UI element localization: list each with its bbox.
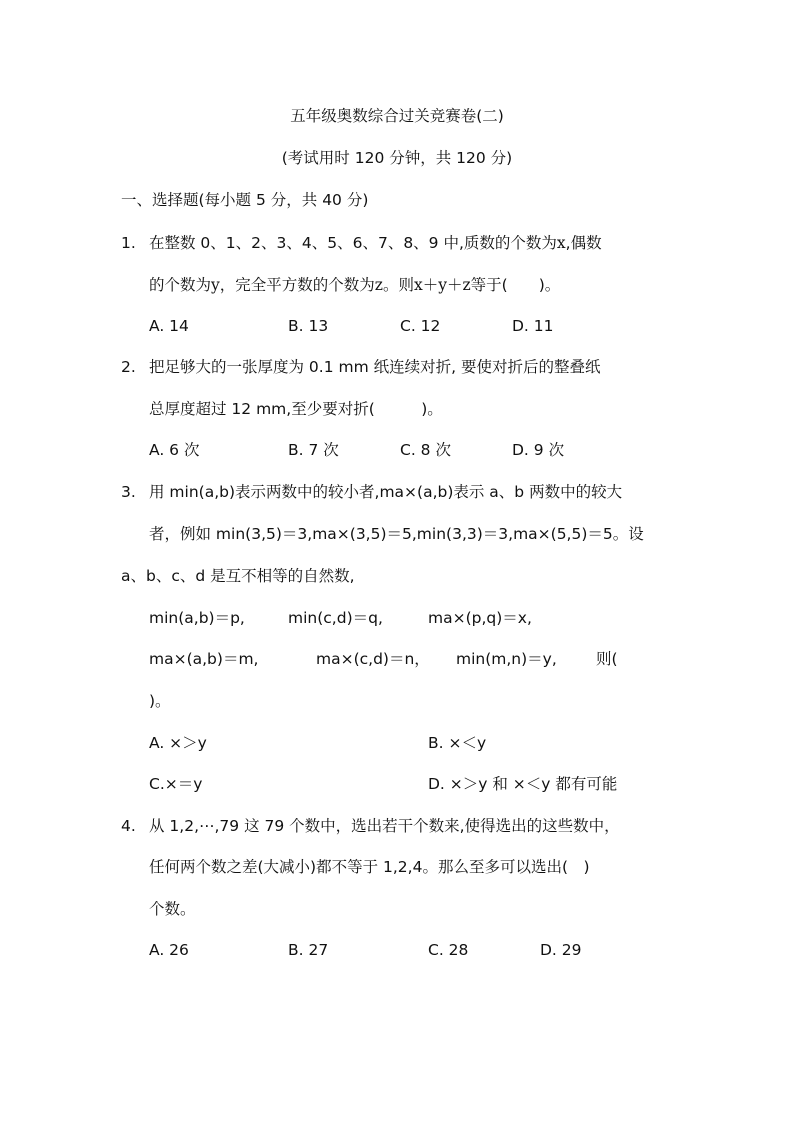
question-1-text-b: ,偶数 xyxy=(565,234,602,252)
question-3-equation-4: ma×(a,b)＝m, xyxy=(149,650,259,668)
question-1-text-e: 。则 xyxy=(382,276,414,294)
question-2-option-d: D. 9 次 xyxy=(512,441,565,459)
question-1-var-x: x xyxy=(556,234,566,252)
question-1-option-b: B. 13 xyxy=(288,317,329,335)
question-3-line-3: a、b、c、d 是互不相等的自然数, xyxy=(121,567,355,585)
question-1-option-a: A. 14 xyxy=(149,317,189,335)
question-2-line-1: 把足够大的一张厚度为 0.1 mm 纸连续对折, 要使对折后的整叠纸 xyxy=(149,358,601,376)
question-2-line-2: 总厚度超过 12 mm,至少要对折( )。 xyxy=(149,400,443,418)
question-2-option-a: A. 6 次 xyxy=(149,441,200,459)
question-2-option-c: C. 8 次 xyxy=(400,441,451,459)
question-1-text-f: 等于( )。 xyxy=(470,276,561,294)
question-3-equation-1: min(a,b)＝p, xyxy=(149,609,245,627)
section-heading: 一、选择题(每小题 5 分，共 40 分) xyxy=(121,191,369,209)
question-3-equation-2: min(c,d)＝q, xyxy=(288,609,383,627)
page-title: 五年级奥数综合过关竞赛卷(二) xyxy=(290,107,504,125)
question-2-option-b: B. 7 次 xyxy=(288,441,339,459)
question-3-option-c: C.×＝y xyxy=(149,775,203,793)
question-3-option-b: B. ×＜y xyxy=(428,734,487,752)
question-1-text-a: 在整数 0、1、2、3、4、5、6、7、8、9 中,质数的个数为 xyxy=(149,234,557,252)
question-4-option-c: C. 28 xyxy=(428,941,469,959)
question-4-option-b: B. 27 xyxy=(288,941,329,959)
question-3-equation-3: ma×(p,q)＝x, xyxy=(428,609,532,627)
page-subtitle: (考试用时 120 分钟，共 120 分) xyxy=(281,149,513,167)
question-4-number: 4. xyxy=(121,817,136,835)
question-3-option-a: A. ×＞y xyxy=(149,734,207,752)
question-4-option-d: D. 29 xyxy=(540,941,582,959)
question-1-line-2 xyxy=(149,275,560,295)
question-3-line-1: 用 min(a,b)表示两数中的较小者,ma×(a,b)表示 a、b 两数中的较大 xyxy=(149,483,623,501)
question-4-line-2: 任何两个数之差(大减小)都不等于 1,2,4。那么至多可以选出( ) xyxy=(149,858,590,876)
question-1-text-c: 的个数为 xyxy=(149,276,212,294)
question-3-line-2: 者，例如 min(3,5)＝3,ma×(3,5)＝5,min(3,3)＝3,ma×(5,5)＝5。设 xyxy=(149,525,644,543)
question-1-option-c: C. 12 xyxy=(400,317,441,335)
question-4-option-a: A. 26 xyxy=(149,941,189,959)
question-1-line-1 xyxy=(149,233,602,253)
question-1-text-d: ，完全平方数的个数为 xyxy=(219,276,375,294)
question-1-expression: x＋y＋z xyxy=(413,276,471,294)
question-3-number: 3. xyxy=(121,483,136,501)
question-3-equation-6: min(m,n)＝y, xyxy=(456,650,557,668)
question-2-number: 2. xyxy=(121,358,136,376)
question-3-option-d: D. ×＞y 和 ×＜y 都有可能 xyxy=(428,775,618,793)
question-1-option-d: D. 11 xyxy=(512,317,554,335)
question-4-line-1: 从 1,2,⋯,79 这 79 个数中，选出若干个数来,使得选出的这些数中， xyxy=(149,817,620,835)
question-1-number: 1. xyxy=(121,234,136,252)
question-1-var-z: z xyxy=(374,276,383,294)
question-1-var-y: y xyxy=(211,276,220,294)
question-4-line-3: 个数。 xyxy=(149,900,196,918)
question-3-then: 则( xyxy=(596,650,618,668)
question-3-equation-5: ma×(c,d)＝n， xyxy=(316,650,430,668)
question-3-answer-blank: )。 xyxy=(149,692,171,710)
